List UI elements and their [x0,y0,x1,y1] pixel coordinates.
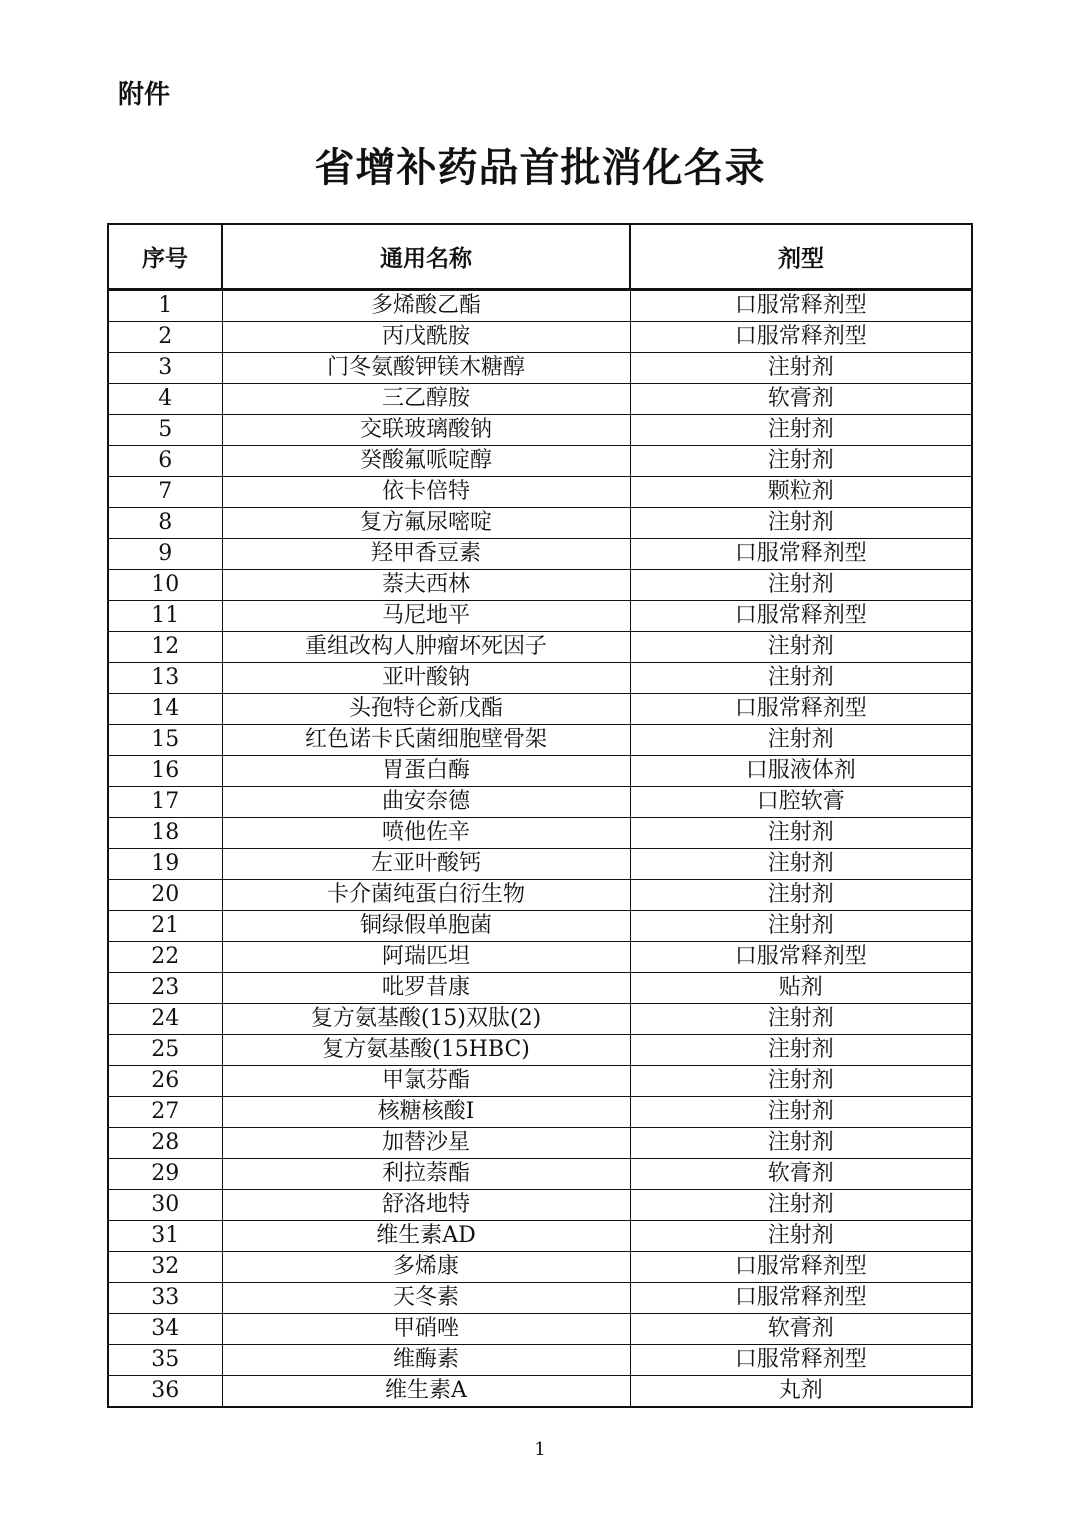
cell-dosage-form: 注射剂 [630,818,972,849]
table-row [108,1252,972,1283]
cell-dosage-form: 口服常释剂型 [630,322,972,353]
cell-number: 25 [108,1035,222,1066]
table-row [108,694,972,725]
cell-dosage-form: 丸剂 [630,1376,972,1408]
table-row [108,756,972,787]
table-header-row [108,224,972,290]
cell-number: 14 [108,694,222,725]
cell-dosage-form: 软膏剂 [630,1314,972,1345]
cell-number: 8 [108,508,222,539]
cell-generic-name: 吡罗昔康 [222,973,630,1004]
cell-number: 2 [108,322,222,353]
cell-number: 32 [108,1252,222,1283]
cell-number: 6 [108,446,222,477]
cell-dosage-form: 注射剂 [630,663,972,694]
cell-generic-name: 多烯康 [222,1252,630,1283]
table-row [108,322,972,353]
cell-dosage-form: 软膏剂 [630,384,972,415]
table-row [108,880,972,911]
table-row [108,725,972,756]
cell-generic-name: 丙戊酰胺 [222,322,630,353]
cell-dosage-form: 注射剂 [630,1035,972,1066]
cell-dosage-form: 口服常释剂型 [630,290,972,322]
cell-dosage-form: 口服液体剂 [630,756,972,787]
cell-generic-name: 维生素AD [222,1221,630,1252]
table-row [108,415,972,446]
cell-dosage-form: 注射剂 [630,1066,972,1097]
table-row [108,1066,972,1097]
cell-generic-name: 维酶素 [222,1345,630,1376]
table-row [108,1035,972,1066]
cell-generic-name: 舒洛地特 [222,1190,630,1221]
table-row [108,384,972,415]
cell-number: 35 [108,1345,222,1376]
cell-number: 28 [108,1128,222,1159]
cell-number: 26 [108,1066,222,1097]
cell-generic-name: 门冬氨酸钾镁木糖醇 [222,353,630,384]
table-row [108,663,972,694]
document-title: 省增补药品首批消化名录 [314,145,766,191]
column-header-generic-name: 通用名称 [222,224,630,290]
cell-generic-name: 三乙醇胺 [222,384,630,415]
table-body [108,290,972,1408]
cell-generic-name: 左亚叶酸钙 [222,849,630,880]
cell-number: 18 [108,818,222,849]
cell-generic-name: 红色诺卡氏菌细胞壁骨架 [222,725,630,756]
table-row [108,911,972,942]
table-row [108,290,972,322]
cell-generic-name: 卡介菌纯蛋白衍生物 [222,880,630,911]
cell-number: 3 [108,353,222,384]
column-header-dosage-form: 剂型 [630,224,972,290]
table-row [108,818,972,849]
table-row [108,632,972,663]
cell-dosage-form: 口服常释剂型 [630,942,972,973]
cell-dosage-form: 注射剂 [630,725,972,756]
cell-generic-name: 复方氨基酸(15)双肽(2) [222,1004,630,1035]
cell-dosage-form: 注射剂 [630,570,972,601]
cell-generic-name: 天冬素 [222,1283,630,1314]
cell-dosage-form: 注射剂 [630,849,972,880]
cell-generic-name: 胃蛋白酶 [222,756,630,787]
cell-number: 17 [108,787,222,818]
table-row [108,973,972,1004]
cell-generic-name: 利拉萘酯 [222,1159,630,1190]
table-row [108,849,972,880]
cell-generic-name: 曲安奈德 [222,787,630,818]
cell-dosage-form: 注射剂 [630,353,972,384]
cell-generic-name: 喷他佐辛 [222,818,630,849]
cell-dosage-form: 注射剂 [630,1097,972,1128]
drug-list-table [107,223,973,1408]
table-row [108,539,972,570]
cell-generic-name: 头孢特仑新戊酯 [222,694,630,725]
table-row [108,1128,972,1159]
table-row [108,1283,972,1314]
cell-dosage-form: 口服常释剂型 [630,601,972,632]
table-row [108,1190,972,1221]
table-row [108,1004,972,1035]
cell-generic-name: 维生素A [222,1376,630,1408]
cell-dosage-form: 注射剂 [630,1221,972,1252]
cell-number: 30 [108,1190,222,1221]
cell-generic-name: 复方氨基酸(15HBC) [222,1035,630,1066]
table-row [108,446,972,477]
cell-generic-name: 加替沙星 [222,1128,630,1159]
cell-dosage-form: 注射剂 [630,508,972,539]
table-row [108,1376,972,1408]
table-row [108,787,972,818]
cell-number: 23 [108,973,222,1004]
cell-number: 11 [108,601,222,632]
table-row [108,942,972,973]
table-row [108,1345,972,1376]
cell-generic-name: 多烯酸乙酯 [222,290,630,322]
cell-number: 22 [108,942,222,973]
cell-dosage-form: 注射剂 [630,415,972,446]
cell-dosage-form: 口服常释剂型 [630,539,972,570]
cell-number: 1 [108,290,222,322]
cell-generic-name: 依卡倍特 [222,477,630,508]
cell-number: 19 [108,849,222,880]
table-row [108,508,972,539]
cell-dosage-form: 软膏剂 [630,1159,972,1190]
cell-number: 9 [108,539,222,570]
table-row [108,477,972,508]
cell-number: 7 [108,477,222,508]
cell-number: 34 [108,1314,222,1345]
cell-number: 5 [108,415,222,446]
cell-dosage-form: 注射剂 [630,1190,972,1221]
cell-dosage-form: 注射剂 [630,446,972,477]
cell-dosage-form: 口服常释剂型 [630,1283,972,1314]
table-row [108,601,972,632]
cell-generic-name: 羟甲香豆素 [222,539,630,570]
table-row [108,1097,972,1128]
cell-number: 10 [108,570,222,601]
cell-generic-name: 阿瑞匹坦 [222,942,630,973]
cell-dosage-form: 颗粒剂 [630,477,972,508]
table-row [108,570,972,601]
cell-dosage-form: 口腔软膏 [630,787,972,818]
table-row [108,353,972,384]
cell-generic-name: 萘夫西林 [222,570,630,601]
cell-dosage-form: 口服常释剂型 [630,1345,972,1376]
table-row [108,1159,972,1190]
cell-number: 13 [108,663,222,694]
cell-number: 20 [108,880,222,911]
column-header-number: 序号 [108,224,222,290]
cell-number: 4 [108,384,222,415]
cell-number: 21 [108,911,222,942]
cell-number: 16 [108,756,222,787]
cell-generic-name: 核糖核酸I [222,1097,630,1128]
cell-generic-name: 亚叶酸钠 [222,663,630,694]
table-row [108,1314,972,1345]
cell-number: 24 [108,1004,222,1035]
cell-generic-name: 癸酸氟哌啶醇 [222,446,630,477]
cell-generic-name: 铜绿假单胞菌 [222,911,630,942]
cell-number: 33 [108,1283,222,1314]
cell-number: 29 [108,1159,222,1190]
cell-dosage-form: 注射剂 [630,911,972,942]
cell-dosage-form: 注射剂 [630,880,972,911]
cell-number: 36 [108,1376,222,1408]
cell-dosage-form: 贴剂 [630,973,972,1004]
table-row [108,1221,972,1252]
cell-number: 12 [108,632,222,663]
cell-dosage-form: 注射剂 [630,632,972,663]
cell-generic-name: 甲氯芬酯 [222,1066,630,1097]
attachment-label: 附件 [118,80,171,110]
cell-dosage-form: 口服常释剂型 [630,694,972,725]
cell-dosage-form: 口服常释剂型 [630,1252,972,1283]
cell-generic-name: 马尼地平 [222,601,630,632]
cell-number: 15 [108,725,222,756]
cell-generic-name: 甲硝唑 [222,1314,630,1345]
cell-dosage-form: 注射剂 [630,1004,972,1035]
page-number: 1 [534,1439,546,1460]
cell-number: 27 [108,1097,222,1128]
cell-generic-name: 交联玻璃酸钠 [222,415,630,446]
cell-generic-name: 复方氟尿嘧啶 [222,508,630,539]
cell-dosage-form: 注射剂 [630,1128,972,1159]
cell-number: 31 [108,1221,222,1252]
cell-generic-name: 重组改构人肿瘤坏死因子 [222,632,630,663]
